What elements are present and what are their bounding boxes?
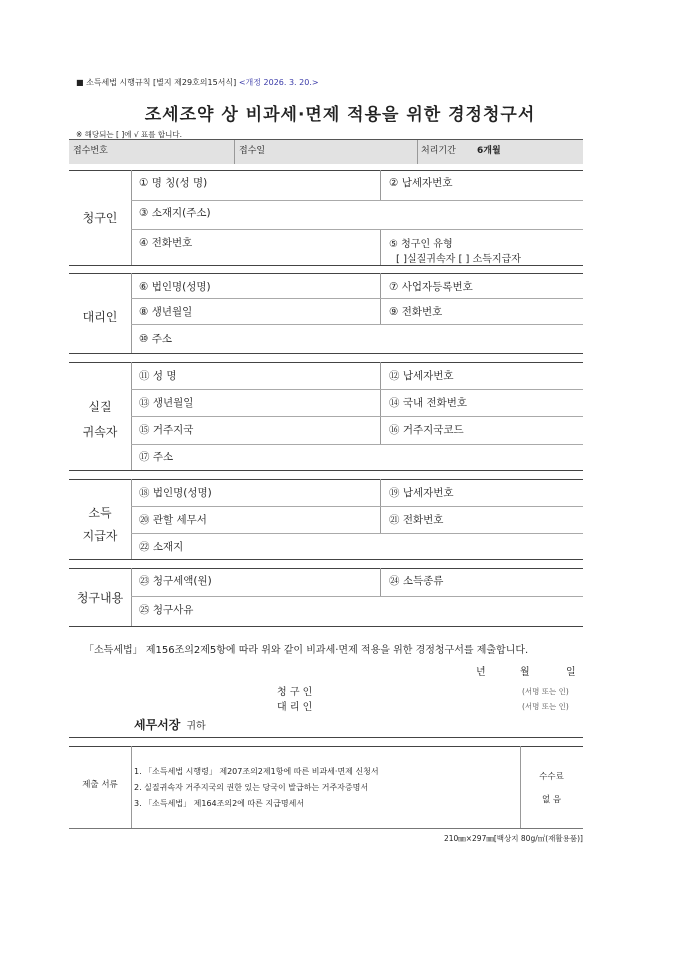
document-item-2: 2. 실질귀속자 거주지국의 권한 있는 당국이 발급하는 거주자증명서 — [134, 783, 369, 792]
document-item-1: 1. 「소득세법 시행령」 제207조의2제1항에 따른 비과세·면제 신청서 — [134, 767, 379, 776]
date-day-label: 일 — [566, 667, 576, 678]
agent-bizreg-field[interactable]: ⑦ 사업자등록번호 — [389, 281, 473, 293]
section-beneficial-owner-line2: 귀속자 — [82, 425, 118, 439]
owner-birth-field[interactable]: ⑬ 생년월일 — [139, 397, 194, 409]
owner-residence-code-field[interactable]: ⑯ 거주지국코드 — [389, 424, 464, 436]
owner-name-field[interactable]: ⑪ 성 명 — [139, 370, 177, 382]
divider — [234, 140, 235, 164]
section-claim: 청구내용 — [76, 591, 124, 605]
claimant-address-field[interactable]: ③ 소재지(주소) — [139, 207, 211, 219]
documents-label: 제출 서류 — [82, 780, 118, 790]
divider — [131, 596, 583, 597]
fee-value: 없 음 — [541, 795, 562, 805]
divider — [131, 479, 132, 559]
agent-phone-field[interactable]: ⑨ 전화번호 — [389, 306, 443, 318]
divider — [131, 200, 583, 201]
divider — [69, 353, 583, 354]
claimant-name-field[interactable]: ① 명 칭(성 명) — [139, 177, 208, 189]
form-title: 조세조약 상 비과세·면제 적용을 위한 경정청구서 — [144, 105, 536, 125]
claimant-taxid-field[interactable]: ② 납세자번호 — [389, 177, 453, 189]
divider — [69, 828, 583, 829]
owner-taxid-field[interactable]: ⑫ 납세자번호 — [389, 370, 454, 382]
divider — [131, 746, 132, 828]
claim-reason-field[interactable]: ㉕ 청구사유 — [139, 604, 194, 616]
owner-residence-field[interactable]: ⑮ 거주지국 — [139, 424, 194, 436]
payer-location-field[interactable]: ㉒ 소재지 — [139, 541, 184, 553]
divider — [131, 324, 583, 325]
agent-name-field[interactable]: ⑥ 법인명(성명) — [139, 281, 211, 293]
divider — [380, 362, 381, 444]
processing-period-value: 6개월 — [477, 146, 501, 156]
divider — [69, 273, 583, 274]
divider — [131, 389, 583, 390]
agent-address-field[interactable]: ⑩ 주소 — [139, 333, 173, 345]
claimant-phone-field[interactable]: ④ 전화번호 — [139, 237, 193, 249]
divider — [69, 626, 583, 627]
divider — [520, 746, 521, 828]
agent-sign-label: 대 리 인 — [277, 702, 313, 713]
document-item-3: 3. 「소득세법」 제164조의2에 따른 지급명세서 — [134, 799, 305, 808]
paper-spec: 210㎜×297㎜[백상지 80g/㎡(재활용품)] — [443, 834, 583, 843]
divider — [131, 533, 583, 534]
owner-address-field[interactable]: ⑰ 주소 — [139, 451, 174, 463]
divider — [131, 444, 583, 445]
check-note: ※ 해당되는 [ ]에 √ 표를 합니다. — [76, 130, 183, 139]
payer-name-field[interactable]: ⑱ 법인명(성명) — [139, 487, 212, 499]
fee-label: 수수료 — [539, 772, 564, 782]
divider — [69, 470, 583, 471]
divider — [380, 170, 381, 200]
revision-date: <개정 2026. 3. 20.> — [238, 78, 319, 87]
date-month-label: 월 — [520, 667, 530, 678]
claimant-type-label: ⑤ 청구인 유형 — [389, 239, 453, 250]
payer-taxoffice-field[interactable]: ⑳ 관할 세무서 — [139, 514, 207, 526]
divider — [131, 506, 583, 507]
reception-bar — [69, 139, 583, 164]
claim-amount-field[interactable]: ㉓ 청구세액(원) — [139, 575, 212, 587]
section-beneficial-owner-line1: 실질 — [88, 400, 112, 414]
divider — [69, 479, 583, 480]
divider — [69, 568, 583, 569]
form-ref-text: ■ 소득세법 시행규칙 [별지 제29호의15서식] — [76, 78, 237, 87]
agent-birth-field[interactable]: ⑧ 생년월일 — [139, 306, 193, 318]
section-payer-line2: 지급자 — [82, 529, 118, 543]
income-type-field[interactable]: ㉔ 소득종류 — [389, 575, 444, 587]
tax-office-name: 세무서장 — [134, 718, 181, 732]
divider — [131, 170, 132, 265]
divider — [380, 229, 381, 265]
divider — [69, 265, 583, 266]
divider — [69, 746, 583, 747]
agent-sign-field[interactable]: (서명 또는 인) — [522, 702, 569, 711]
divider — [417, 140, 418, 164]
divider — [131, 229, 583, 230]
processing-period-label: 처리기간 — [421, 146, 456, 156]
date-year-label: 년 — [476, 667, 486, 678]
divider — [380, 568, 381, 596]
divider — [131, 298, 583, 299]
payer-phone-field[interactable]: ㉑ 전화번호 — [389, 514, 444, 526]
owner-phone-field[interactable]: ⑭ 국내 전화번호 — [389, 397, 468, 409]
divider — [69, 737, 583, 738]
form-reference — [76, 77, 319, 88]
divider — [131, 416, 583, 417]
claimant-sign-label: 청 구 인 — [277, 687, 313, 698]
divider — [69, 559, 583, 560]
divider — [131, 273, 132, 353]
declaration-text: 「소득세법」 제156조의2제5항에 따라 위와 같이 비과세·면제 적용을 위한 경정청구서를 제출합니다. — [84, 645, 529, 656]
section-agent: 대리인 — [82, 310, 118, 324]
reception-number-label: 접수번호 — [73, 146, 108, 156]
claimant-sign-field[interactable]: (서명 또는 인) — [522, 687, 569, 696]
section-payer-line1: 소득 — [88, 506, 112, 520]
addressee — [134, 716, 206, 733]
divider — [69, 170, 583, 171]
addressee-suffix: 귀하 — [186, 721, 206, 732]
claimant-type-checkboxes[interactable]: [ ]실질귀속자 [ ] 소득지급자 — [396, 254, 521, 265]
divider — [131, 568, 132, 626]
payer-taxid-field[interactable]: ⑲ 납세자번호 — [389, 487, 454, 499]
reception-date-label: 접수일 — [239, 146, 266, 156]
section-claimant: 청구인 — [82, 211, 118, 225]
divider — [69, 362, 583, 363]
